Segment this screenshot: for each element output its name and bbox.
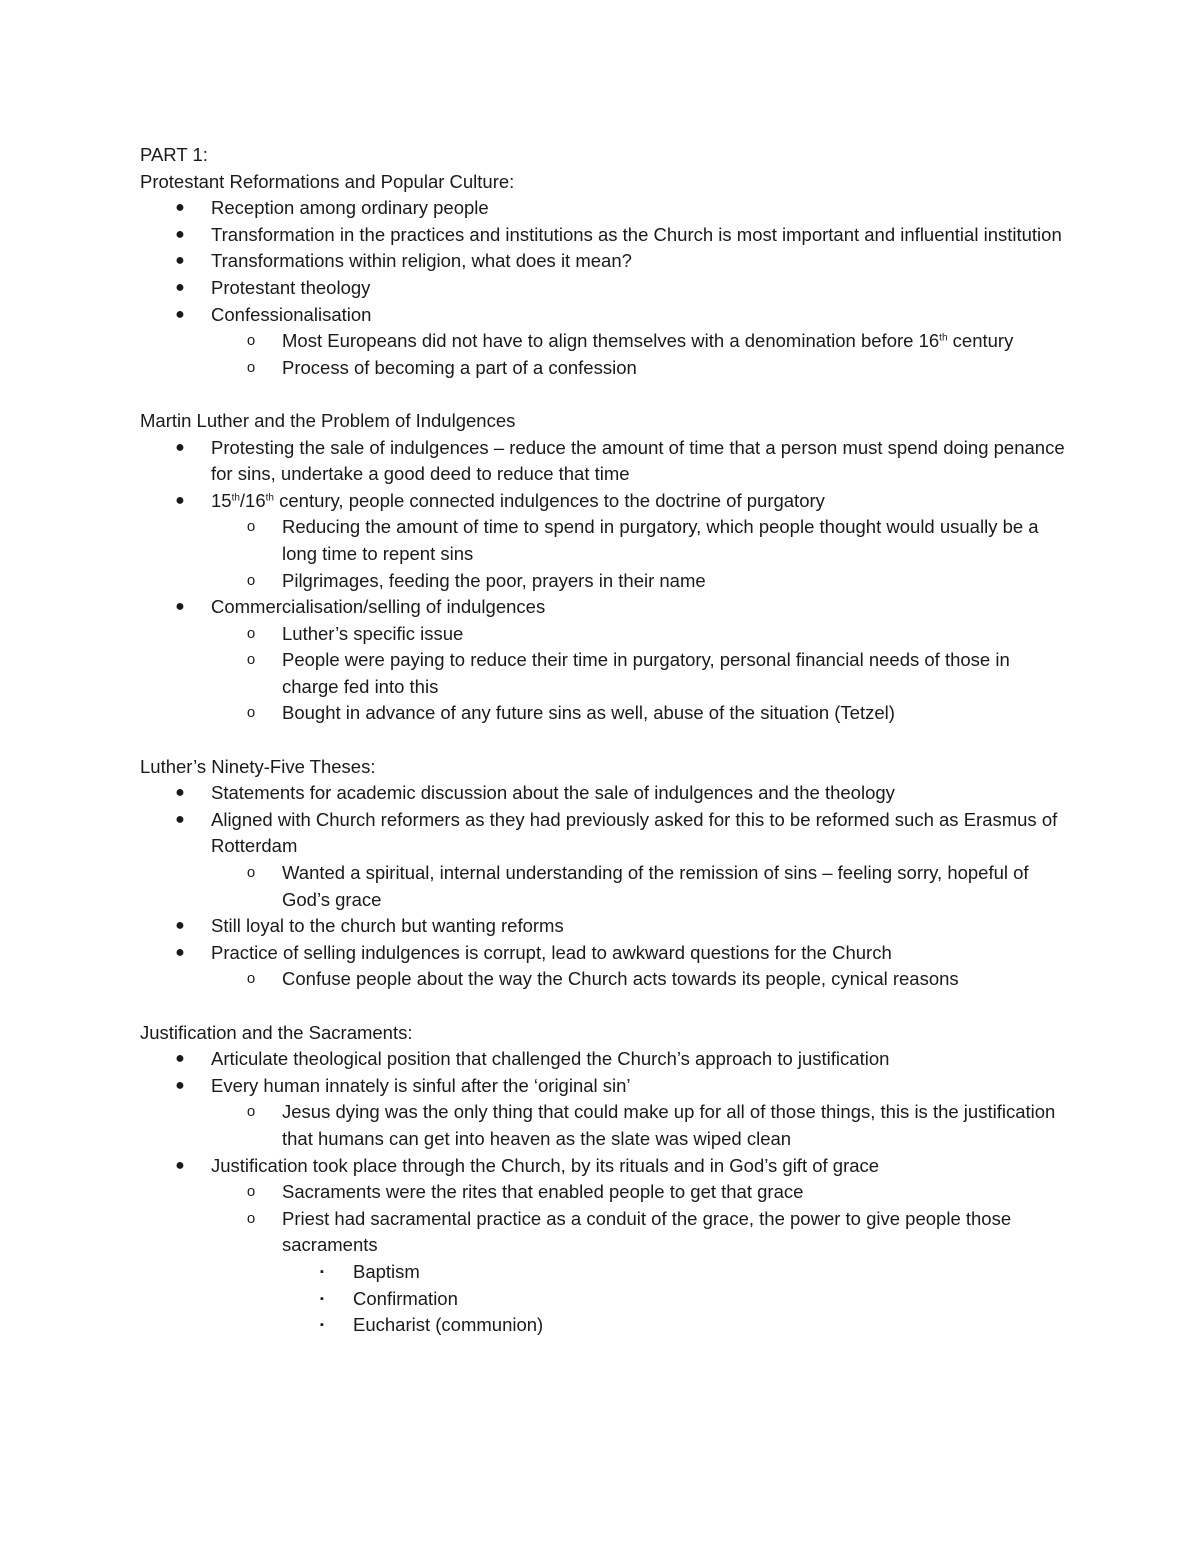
list-item: ● Protestant theology xyxy=(140,275,1070,302)
bullet-marker: ● xyxy=(175,810,185,828)
part-label: PART 1: xyxy=(140,144,208,165)
circle-marker: o xyxy=(246,864,256,882)
bullet-list xyxy=(140,435,1070,728)
square-marker: ▪ xyxy=(320,1319,324,1332)
sub-list-item: o Process of becoming a part of a confession xyxy=(140,355,1070,382)
bullet-marker: ● xyxy=(175,305,185,323)
square-marker: ▪ xyxy=(320,1265,324,1278)
bullet-marker: ● xyxy=(175,598,185,616)
list-item: ● 15th/16th century, people connected indulgences to the doctrine of purgatory xyxy=(140,488,1070,515)
bullet-marker: ● xyxy=(175,225,185,243)
section-heading: Protestant Reformations and Popular Culture: xyxy=(140,170,515,192)
circle-marker: o xyxy=(246,1209,256,1227)
bullet-marker: ● xyxy=(175,278,185,296)
sub-list-item: o Reducing the amount of time to spend in purgatory, which people thought would usually be a long time to repent sins xyxy=(140,514,1070,567)
sub-list-item: o Sacraments were the rites that enabled people to get that grace xyxy=(140,1179,1070,1206)
circle-marker: o xyxy=(246,332,256,350)
circle-marker: o xyxy=(246,651,256,669)
list-item: ● Every human innately is sinful after the ‘original sin’ xyxy=(140,1073,1070,1100)
list-item: ● Statements for academic discussion about the sale of indulgences and the theology xyxy=(140,780,1070,807)
bullet-list xyxy=(140,780,1070,993)
list-item: ● Transformation in the practices and institutions as the Church is most important and influential institution xyxy=(140,222,1070,249)
sub-list-item: o Pilgrimages, feeding the poor, prayers in their name xyxy=(140,568,1070,595)
section-heading: Justification and the Sacraments: xyxy=(140,1021,413,1043)
bullet-marker: ● xyxy=(175,943,185,961)
bullet-list xyxy=(140,195,1070,381)
bullet-list xyxy=(140,1046,1070,1339)
notes-content xyxy=(140,142,1070,1339)
list-item: ● Justification took place through the Church, by its rituals and in God’s gift of grace xyxy=(140,1153,1070,1180)
circle-marker: o xyxy=(246,704,256,722)
bullet-marker: ● xyxy=(175,491,185,509)
circle-marker: o xyxy=(246,624,256,642)
bullet-marker: ● xyxy=(175,917,185,935)
bullet-marker: ● xyxy=(175,199,185,217)
circle-marker: o xyxy=(246,970,256,988)
list-item: ● Still loyal to the church but wanting reforms xyxy=(140,913,1070,940)
sub-list-item: o Luther’s specific issue xyxy=(140,621,1070,648)
circle-marker: o xyxy=(246,571,256,589)
list-item: ● Protesting the sale of indulgences – reduce the amount of time that a person must spend doing penance for sins, undertake a good deed to reduce that time xyxy=(140,435,1070,488)
bullet-marker: ● xyxy=(175,438,185,456)
sub-sub-list-item: ▪ Eucharist (communion) xyxy=(140,1312,1070,1339)
circle-marker: o xyxy=(246,1103,256,1121)
bullet-marker: ● xyxy=(175,784,185,802)
list-item: ● Transformations within religion, what does it mean? xyxy=(140,248,1070,275)
list-item: ● Articulate theological position that challenged the Church’s approach to justification xyxy=(140,1046,1070,1073)
sub-list-item: o Confuse people about the way the Church acts towards its people, cynical reasons xyxy=(140,966,1070,993)
section-heading: Martin Luther and the Problem of Indulgences xyxy=(140,409,516,431)
list-item: ● Confessionalisation xyxy=(140,302,1070,329)
list-item: ● Practice of selling indulgences is corrupt, lead to awkward questions for the Church xyxy=(140,940,1070,967)
bullet-marker: ● xyxy=(175,1076,185,1094)
list-item: ● Commercialisation/selling of indulgences xyxy=(140,594,1070,621)
list-item: ● Reception among ordinary people xyxy=(140,195,1070,222)
sub-sub-list-item: ▪ Baptism xyxy=(140,1259,1070,1286)
sub-list-item: o Priest had sacramental practice as a conduit of the grace, the power to give people those sacraments xyxy=(140,1206,1070,1259)
sub-list-item: o Bought in advance of any future sins as well, abuse of the situation (Tetzel) xyxy=(140,700,1070,727)
circle-marker: o xyxy=(246,1183,256,1201)
bullet-marker: ● xyxy=(175,1050,185,1068)
sub-list-item: o People were paying to reduce their time in purgatory, personal financial needs of those in charge fed into this xyxy=(140,647,1070,700)
sub-list-item: o Most Europeans did not have to align themselves with a denomination before 16th century xyxy=(140,328,1070,355)
list-item: ● Aligned with Church reformers as they had previously asked for this to be reformed such as Erasmus of Rotterdam xyxy=(140,807,1070,860)
sub-list-item: o Wanted a spiritual, internal understanding of the remission of sins – feeling sorry, hopeful of God’s grace xyxy=(140,860,1070,913)
sub-sub-list-item: ▪ Confirmation xyxy=(140,1286,1070,1313)
section-heading: Luther’s Ninety-Five Theses: xyxy=(140,755,376,777)
circle-marker: o xyxy=(246,358,256,376)
bullet-marker: ● xyxy=(175,252,185,270)
sub-list-item: o Jesus dying was the only thing that could make up for all of those things, this is the justification that humans can get into heaven as the slate was wiped clean xyxy=(140,1099,1070,1152)
bullet-marker: ● xyxy=(175,1156,185,1174)
square-marker: ▪ xyxy=(320,1292,324,1305)
circle-marker: o xyxy=(246,518,256,536)
